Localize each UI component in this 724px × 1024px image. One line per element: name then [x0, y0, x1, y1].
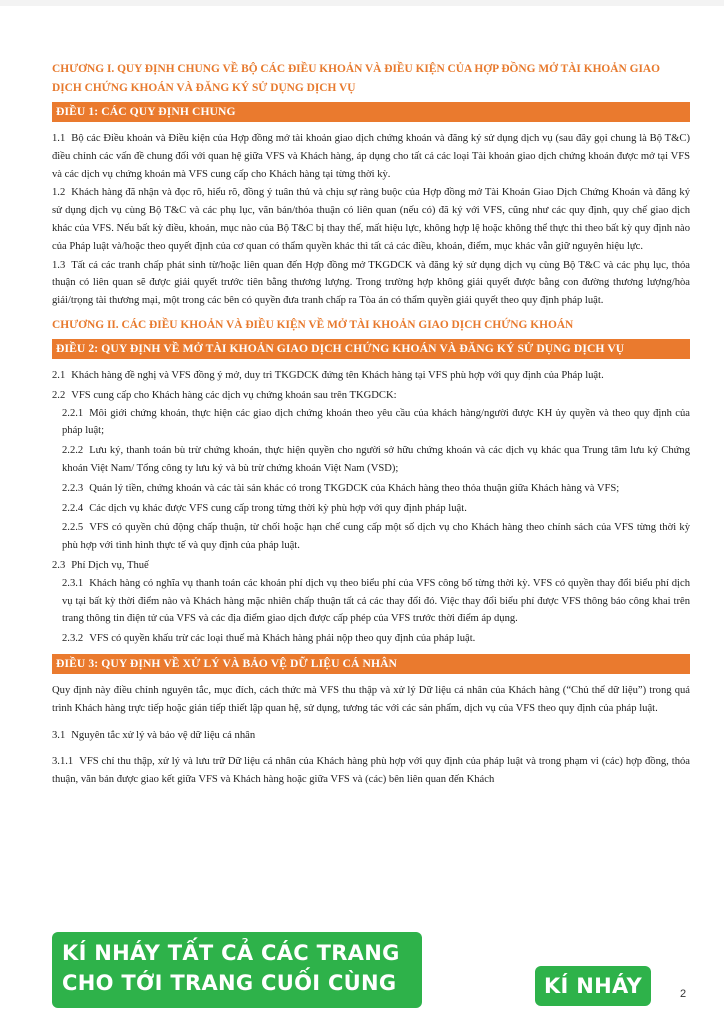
clause-2-2-5: [52, 519, 690, 555]
clause-text: Khách hàng có nghĩa vụ thanh toán các khoản phí dịch vụ theo biểu phí của VFS công bố từng thời kỳ. VFS có quyền thay đổi biểu phí dịch vụ tại bất kỳ thời điểm nào và Khách hàng mặc nhiên chấp thuận tất cả các thay đổi đó. Việc thay đổi biểu phí được VFS thông báo công khai trên trang thông tin điện tử của VFS và các địa điểm giao dịch được cấp phép của VFS trước thời điểm áp dụng.: [62, 577, 690, 625]
article-1-header: ĐIỀU 1: CÁC QUY ĐỊNH CHUNG: [52, 102, 690, 122]
clause-2-2: [52, 387, 690, 405]
clause-text: VFS có quyền chủ động chấp thuận, từ chối hoặc hạn chế cung cấp một số dịch vụ cho Khách hàng theo chính sách của VFS từng thời kỳ phù hợp với tình hình thực tế và quy định của pháp luật.: [62, 522, 690, 552]
clause-text: VFS cung cấp cho Khách hàng các dịch vụ chứng khoán sau trên TKGDCK:: [71, 389, 397, 401]
page-number: 2: [680, 988, 687, 1000]
clause-number: 1.3: [52, 259, 66, 271]
clause-2-3-2: [52, 630, 690, 648]
clause-text: Khách hàng đề nghị và VFS đồng ý mở, duy trì TKGDCK đứng tên Khách hàng tại VFS phù hợp với quy định của Pháp luật.: [71, 369, 604, 381]
clause-number: 2.2: [52, 389, 66, 401]
clause-number: 1.2: [52, 187, 66, 199]
article-3-intro: Quy định này điều chỉnh nguyên tắc, mục đích, cách thức mà VFS thu thập và xử lý Dữ liệu cá nhân của Khách hàng (“Chủ thể dữ liệu”) trong quá trình Khách hàng trực tiếp hoặc gián tiếp thiết lập quan hệ, sử dụng, tương tác với các sản phẩm, dịch vụ của VFS theo quy định của pháp luật.: [52, 684, 690, 714]
clause-text: Nguyên tắc xử lý và bảo vệ dữ liệu cá nhân: [71, 729, 256, 741]
clause-number: 2.2.4: [62, 502, 84, 514]
clause-text: Các dịch vụ khác được VFS cung cấp trong từng thời kỳ phù hợp với quy định pháp luật.: [89, 502, 467, 514]
clause-1-3: [52, 257, 690, 310]
clause-text: VFS chỉ thu thập, xử lý và lưu trữ Dữ liệu cá nhân của Khách hàng phù hợp với quy định của pháp luật và trong phạm vi (các) hợp đồng, thỏa thuận, văn bản được giao kết giữa VFS và Khách hàng hoặc giữa VFS và (các) bên liên quan đến Khách: [52, 756, 690, 786]
clause-1-1: [52, 130, 690, 183]
clause-number: 2.1: [52, 369, 66, 381]
page-top-edge: [0, 0, 724, 6]
banner-line-1: KÍ NHÁY TẤT CẢ CÁC TRANG: [62, 941, 400, 965]
clause-text: Lưu ký, thanh toán bù trừ chứng khoán, thực hiện quyền cho người sở hữu chứng khoán và các dịch vụ khác qua Trung tâm lưu ký Chứng khoán Việt Nam/ Tổng công ty lưu ký và bù trừ chứng khoán Việt Nam (VSD);: [62, 445, 690, 474]
chapter-1-title: CHƯƠNG I. QUY ĐỊNH CHUNG VỀ BỘ CÁC ĐIỀU KHOẢN VÀ ĐIỀU KIỆN CỦA HỢP ĐỒNG MỞ TÀI KHOẢN GIAO DỊCH CHỨNG KHOÁN VÀ ĐĂNG KÝ SỬ DỤNG DỊCH VỤ: [52, 63, 660, 94]
clause-number: 2.2.3: [62, 482, 84, 494]
clause-text: Bộ các Điều khoản và Điều kiện của Hợp đồng mở tài khoản giao dịch chứng khoán và đăng ký sử dụng dịch vụ (sau đây gọi chung là Bộ T&C) điều chỉnh các vấn đề chung đối với quan hệ giữa VFS và Khách hàng, áp dụng cho tất cả các loại Tài khoản giao dịch chứng khoán được mở tại VFS và các dịch vụ chứng khoán mà VFS cung cấp cho Khách hàng tại từng thời kỳ.: [52, 133, 690, 180]
sign-all-pages-banner: [52, 932, 422, 1008]
banner-line-2: CHO TỚI TRANG CUỐI CÙNG: [62, 971, 397, 995]
initial-here-badge: KÍ NHÁY: [535, 966, 651, 1006]
clause-3-1: [52, 727, 690, 745]
clause-number: 1.1: [52, 133, 66, 144]
document-page: [52, 60, 690, 789]
clause-2-2-4: [52, 500, 690, 518]
clause-2-3: [52, 557, 690, 575]
clause-number: 2.2.5: [62, 522, 84, 534]
clause-number: 3.1: [52, 729, 66, 741]
clause-1-2: [52, 184, 690, 255]
clause-3-1-1: [52, 753, 690, 789]
clause-number: 2.3.1: [62, 577, 84, 589]
clause-2-2-1: [52, 405, 690, 441]
clause-text: Tất cả các tranh chấp phát sinh từ/hoặc liên quan đến Hợp đồng mở TKGDCK và đăng ký sử dụng dịch vụ cùng Bộ T&C và các phụ lục, thỏa thuận có liên quan sẽ được giải quyết trước tiên bằng thương lượng. Trong trường hợp không giải quyết được bằng con đường thương lượng/hòa giải/trọng tài thương mại, một trong các bên có quyền đưa tranh chấp ra Tòa án có thẩm quyền giải quyết theo quy định pháp luật.: [52, 259, 690, 307]
clause-number: 2.2.1: [62, 407, 84, 419]
clause-text: Khách hàng đã nhận và đọc rõ, hiểu rõ, đồng ý tuân thủ và chịu sự ràng buộc của Hợp đồng mở Tài Khoản Giao Dịch Chứng Khoán và đăng ký sử dụng dịch vụ cùng Bộ T&C và các phụ lục, văn bản/thỏa thuận có liên quan (nếu có) đã ký với VFS, cũng như các quy định, quy chế giao dịch khác của VFS. Nếu bất kỳ điều, khoản, mục nào của Bộ T&C bị thay thế, mất hiệu lực, không hợp lệ hoặc không thể thực thi theo bất kỳ quy định nào của Pháp luật và/hoặc theo quyết định của cơ quan có thẩm quyền khác thì tất cả các điều, khoản, điểm, mục khác vẫn giữ nguyên hiệu lực.: [52, 187, 690, 252]
clause-text: Môi giới chứng khoán, thực hiện các giao dịch chứng khoán theo yêu cầu của khách hàng/người được KH ủy quyền và theo quy định của pháp luật;: [62, 407, 690, 437]
clause-number: 3.1.1: [52, 756, 74, 768]
article-2-header: ĐIỀU 2: QUY ĐỊNH VỀ MỞ TÀI KHOẢN GIAO DỊCH CHỨNG KHOÁN VÀ ĐĂNG KÝ SỬ DỤNG DỊCH VỤ: [52, 339, 690, 359]
clause-2-2-3: [52, 480, 690, 498]
clause-2-2-2: [52, 442, 690, 478]
clause-text: VFS có quyền khấu trừ các loại thuế mà Khách hàng phải nộp theo quy định của pháp luật.: [89, 633, 476, 645]
clause-number: 2.2.2: [62, 445, 84, 457]
clause-2-1: [52, 367, 690, 385]
clause-2-3-1: [52, 575, 690, 628]
clause-text: Phí Dịch vụ, Thuế: [71, 559, 149, 571]
clause-number: 2.3.2: [62, 633, 84, 645]
chapter-2-title: CHƯƠNG II. CÁC ĐIỀU KHOẢN VÀ ĐIỀU KIỆN VỀ MỞ TÀI KHOẢN GIAO DỊCH CHỨNG KHOÁN: [52, 318, 574, 331]
article-3-header: ĐIỀU 3: QUY ĐỊNH VỀ XỬ LÝ VÀ BẢO VỆ DỮ LIỆU CÁ NHÂN: [52, 654, 690, 674]
clause-number: 2.3: [52, 559, 66, 571]
clause-text: Quản lý tiền, chứng khoán và các tài sản khác có trong TKGDCK của Khách hàng theo thỏa thuận giữa Khách hàng và VFS;: [89, 482, 620, 494]
